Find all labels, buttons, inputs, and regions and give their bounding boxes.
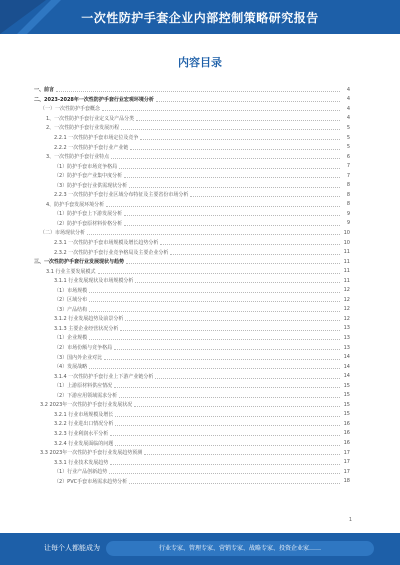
toc-entry[interactable] (34, 276, 350, 286)
footer-banner: 行业专家、管理专家、营销专家、战略专家、投资企业家…… (106, 541, 374, 556)
toc-entry[interactable] (34, 85, 350, 95)
toc-entry-page: 13 (343, 325, 350, 332)
toc-entry[interactable] (34, 104, 350, 114)
toc-entry-page: 17 (343, 459, 350, 466)
toc-entry-text: （2）防护手套产业集中度分析 (54, 173, 123, 180)
dot-leader (89, 297, 340, 302)
dot-leader (136, 116, 340, 121)
toc-entry-text: （2）市场份额与竞争格局 (54, 345, 113, 352)
toc-entry-text: 3.1.3 主要企业经营状况分析 (54, 325, 119, 332)
toc-entry[interactable] (34, 247, 350, 257)
toc-entry-page: 10 (343, 239, 350, 246)
dot-leader (89, 364, 340, 369)
report-title: 一次性防护手套企业内部控制策略研究报告 (81, 11, 319, 25)
dot-leader (115, 441, 340, 446)
toc-entry-page: 15 (343, 401, 350, 408)
toc-entry-text: 3.2.2 行业进出口情况分析 (54, 421, 114, 428)
toc-entry-page: 12 (343, 296, 350, 303)
toc-entry-text: （1）企业规模 (54, 335, 88, 342)
toc-entry-page: 5 (346, 124, 350, 131)
toc-entry-text: 2.3.2 一次性防护手套行业竞争格局及主要企业分析 (54, 249, 169, 256)
toc-entry-text: 一、前言 (34, 87, 55, 94)
toc-entry-text: 4、防护手套发展环境分析 (46, 201, 105, 208)
toc-entry[interactable] (34, 152, 350, 162)
dot-leader (156, 97, 340, 102)
toc-entry[interactable] (34, 400, 350, 410)
dot-leader (160, 240, 340, 245)
toc-entry[interactable] (34, 95, 350, 105)
toc-entry[interactable] (34, 161, 350, 171)
toc-entry-page: 7 (346, 163, 350, 170)
dot-leader (120, 326, 340, 331)
toc-entry-text: （2）区域分布 (54, 297, 88, 304)
dot-leader (170, 250, 340, 255)
dot-leader (87, 230, 340, 235)
toc-entry-page: 9 (346, 210, 350, 217)
toc-entry-text: 三、一次性防护手套行业发展现状与趋势 (34, 259, 125, 266)
toc-entry-text: 3.1.1 行业发展现状及市场规模分析 (54, 278, 134, 285)
toc-entry-page: 4 (346, 115, 350, 122)
toc-entry[interactable] (34, 371, 350, 381)
toc-entry[interactable] (34, 238, 350, 248)
toc-entry-page: 8 (346, 191, 350, 198)
toc-entry[interactable] (34, 219, 350, 229)
toc-entry[interactable] (34, 352, 350, 362)
toc-entry-page: 16 (343, 420, 350, 427)
toc-entry-page: 15 (343, 382, 350, 389)
toc-entry[interactable] (34, 314, 350, 324)
toc-entry[interactable] (34, 333, 350, 343)
dot-leader (98, 269, 340, 274)
dot-leader (121, 125, 340, 130)
toc-title: 内容目录 (178, 56, 222, 69)
toc-entry-page: 4 (346, 105, 350, 112)
dot-leader (130, 145, 340, 150)
toc-entry-page: 17 (343, 449, 350, 456)
dot-leader (114, 345, 340, 350)
toc-entry-page: 12 (343, 306, 350, 313)
toc-entry[interactable] (34, 476, 350, 486)
toc-entry-page: 15 (343, 392, 350, 399)
dot-leader (126, 259, 340, 264)
toc-entry-text: （2）下游应用领域需求分析 (54, 392, 118, 399)
toc-entry-text: （1）防护手套上下游发展分析 (54, 211, 123, 218)
dot-leader (114, 383, 340, 388)
toc-entry[interactable] (34, 410, 350, 420)
toc-entry-text: 二、2023-2028年一次性防护手套行业宏观环境分析 (34, 96, 154, 103)
toc-entry[interactable] (34, 295, 350, 305)
toc-entry[interactable] (34, 133, 350, 143)
toc-entry-text: 3.1.4 一次性防护手套行业上下游产业链分析 (54, 373, 154, 380)
dot-leader (102, 106, 340, 111)
toc-entry[interactable] (34, 114, 350, 124)
toc-entry-page: 7 (346, 172, 350, 179)
toc-entry-text: 3.2 2023年一次性防护手套行业发展状况 (40, 402, 133, 409)
toc-entry-page: 11 (343, 258, 350, 265)
toc-entry-text: （3）产品结构 (54, 306, 88, 313)
toc-entry-text: （2）PVC手套市场需求趋势分析 (54, 478, 128, 485)
toc-entry-text: 3.2.3 行业利润水平分析 (54, 430, 109, 437)
toc-entry[interactable] (34, 123, 350, 133)
dot-leader (115, 421, 340, 426)
toc-entry-page: 9 (346, 220, 350, 227)
dot-leader (125, 316, 340, 321)
dot-leader (124, 173, 340, 178)
toc-entry[interactable] (34, 285, 350, 295)
toc-entry-text: 3.3.1 行业技术发展趋势 (54, 459, 109, 466)
dot-leader (110, 460, 340, 465)
toc-entry[interactable] (34, 171, 350, 181)
toc-entry-page: 17 (343, 468, 350, 475)
toc-entry[interactable] (34, 419, 350, 429)
toc-entry[interactable] (34, 343, 350, 353)
dot-leader (110, 431, 340, 436)
toc-entry-text: 3.1.2 行业发展趋势及前景分析 (54, 316, 124, 323)
dot-leader (106, 202, 340, 207)
toc-entry-text: 2.2.2 一次性防护手套行业产业链 (54, 144, 129, 151)
toc-entry-page: 10 (343, 229, 350, 236)
toc-entry[interactable] (34, 305, 350, 315)
toc-entry-page: 4 (346, 96, 350, 103)
toc-entry-text: （3）国内外企业对比 (54, 354, 103, 361)
toc-entry-page: 6 (346, 153, 350, 160)
dot-leader (129, 479, 340, 484)
toc-entry[interactable] (34, 391, 350, 401)
toc-entry-text: 2.2.1 一次性防护手套市场定位及竞争 (54, 135, 139, 141)
toc-entry-page: 16 (343, 440, 350, 446)
dot-leader (135, 278, 340, 283)
toc-entry[interactable] (34, 266, 350, 276)
toc-entry-text: 1、一次性防护手套行业定义及产品分类 (46, 115, 135, 122)
toc-entry-page: 12 (343, 287, 350, 294)
toc-entry-text: 3.1 行业主要发展模式 (46, 268, 96, 275)
toc-entry[interactable] (34, 200, 350, 210)
toc-entry[interactable] (34, 362, 350, 372)
toc-entry-text: （1）防护手套市场竞争格局 (54, 163, 118, 170)
toc-entry-page: 5 (346, 144, 350, 151)
toc-entry-page: 11 (343, 277, 350, 284)
toc-entry[interactable] (34, 438, 350, 448)
toc-entry-text: 3、一次性防护手套行业特点 (46, 154, 110, 161)
toc-entry-page: 14 (343, 373, 350, 380)
toc-entry-page: 8 (346, 182, 350, 189)
toc-entry[interactable] (34, 381, 350, 391)
dot-leader (109, 469, 340, 474)
toc-entry-text: （2）防护手套原材料价格分析 (54, 220, 123, 227)
toc-entry-text: 3.3 2023年一次性防护手套行业发展趋势预测 (40, 450, 143, 457)
toc-entry-text: （一）一次性防护手套概念 (40, 106, 101, 113)
toc-entry-text: （3）防护手套行业供需现状分析 (54, 182, 128, 189)
dot-leader (124, 211, 340, 216)
dot-leader (134, 402, 340, 407)
toc-entry-text: 3.2.1 行业市场规模及增长 (54, 411, 114, 418)
dot-leader (155, 374, 340, 379)
toc-entry[interactable] (34, 180, 350, 190)
dot-leader (119, 393, 340, 398)
toc-entry-page: 13 (343, 344, 350, 351)
toc-entry-page: 11 (343, 268, 350, 275)
toc-entry[interactable] (34, 142, 350, 152)
toc-entry-page: 14 (343, 363, 350, 370)
toc-entry-text: （1）市场规模 (54, 287, 88, 294)
toc-entry[interactable] (34, 467, 350, 477)
table-of-contents (34, 85, 350, 486)
toc-entry-page: 13 (343, 334, 350, 341)
toc-entry-page: 8 (346, 201, 350, 208)
dot-leader (190, 192, 340, 197)
toc-entry-text: （4）发展战略 (54, 364, 88, 371)
toc-entry-page: 16 (343, 430, 350, 437)
dot-leader (56, 87, 340, 92)
page-footer (0, 533, 400, 565)
dot-leader (104, 355, 340, 360)
toc-entry-text: 2.2.3 一次性防护手套行业区域分布特征及主要省份市场分析 (54, 192, 189, 199)
toc-entry-page: 15 (343, 411, 350, 418)
toc-entry-page: 5 (346, 134, 350, 141)
dot-leader (119, 164, 340, 169)
toc-entry-text: （1）行业产品创新趋势 (54, 469, 108, 476)
footer-tagline: 让每个人都能成为 (44, 544, 100, 552)
toc-entry-page: 11 (343, 249, 350, 256)
dot-leader (89, 307, 340, 312)
toc-entry-page: 4 (346, 86, 350, 93)
toc-entry-page: 18 (343, 478, 350, 485)
toc-entry-page: 14 (343, 354, 350, 361)
dot-leader (89, 335, 340, 340)
toc-entry[interactable] (34, 457, 350, 467)
dot-leader (111, 154, 340, 159)
dot-leader (144, 450, 340, 455)
toc-entry[interactable] (34, 209, 350, 219)
dot-leader (129, 183, 340, 188)
dot-leader (89, 288, 340, 293)
toc-entry-text: （1）上游原材料供应情况 (54, 383, 113, 390)
toc-entry[interactable] (34, 257, 350, 267)
toc-entry[interactable] (34, 324, 350, 334)
toc-entry[interactable] (34, 228, 350, 238)
dot-leader (124, 221, 340, 226)
dot-leader (140, 135, 340, 140)
toc-entry[interactable] (34, 190, 350, 200)
toc-entry[interactable] (34, 448, 350, 458)
toc-entry-text: 3.2.4 行业发展面临的问题 (54, 440, 114, 447)
dot-leader (115, 412, 340, 417)
toc-entry-page: 12 (343, 315, 350, 322)
toc-entry-text: 2、一次性防护手套行业发展历程 (46, 125, 120, 132)
page-number: 1 (348, 517, 352, 523)
page-header (0, 0, 400, 34)
toc-entry[interactable] (34, 429, 350, 439)
toc-entry-text: 2.3.1 一次性防护手套市场规模及增长趋势分析 (54, 240, 159, 247)
toc-entry-text: （二）市场现状分析 (40, 230, 86, 237)
